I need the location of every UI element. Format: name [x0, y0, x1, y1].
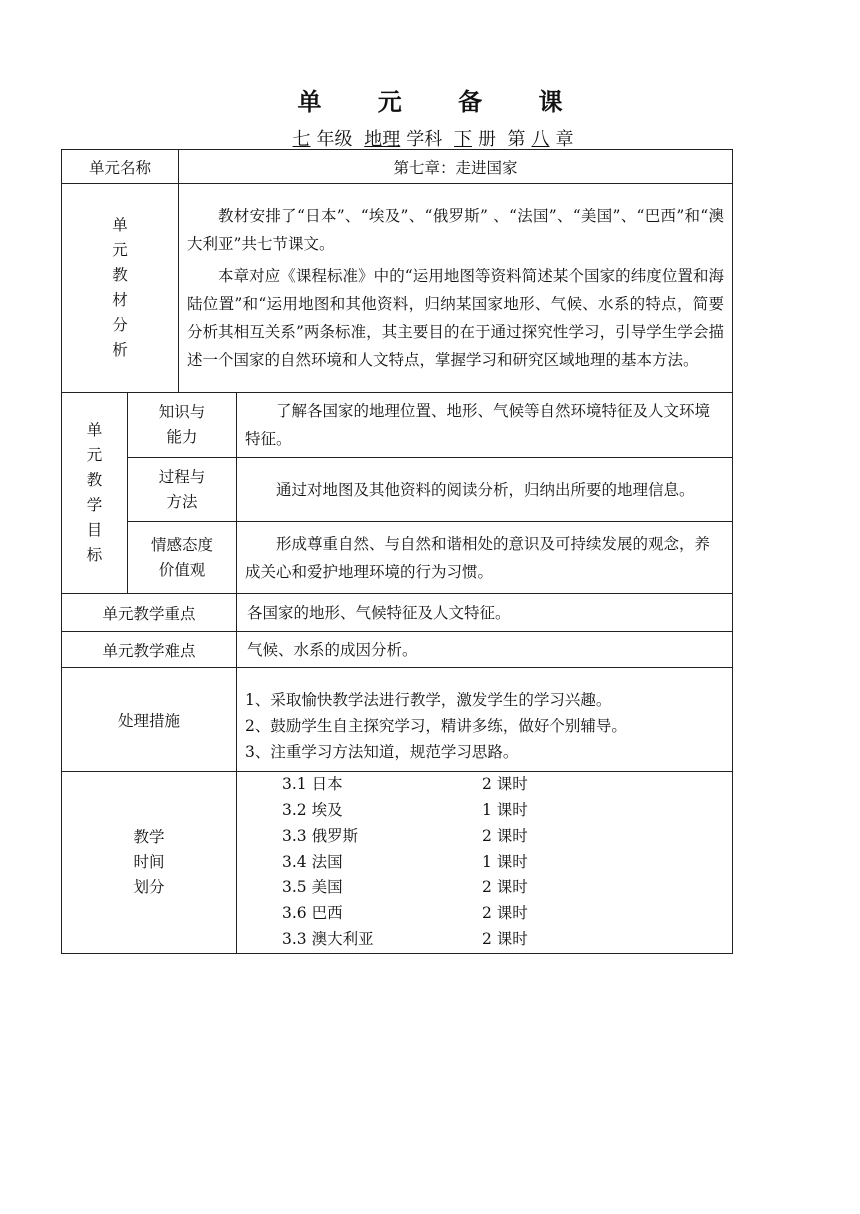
analysis-paragraph: 教材安排了“日本”、“埃及”、“俄罗斯” 、“法国”、“美国”、“巴西”和“澳大利亚”共七节课文。 — [187, 207, 725, 253]
material-analysis-row — [62, 184, 733, 393]
label-char: 教 — [86, 471, 103, 489]
unit-name-value: 第七章：走进国家 — [179, 150, 733, 184]
goal-text: 形成尊重自然、与自然和谐相处的意识及可持续发展的观念，养成关心和爱护地理环境的行为习惯。 — [245, 534, 711, 581]
unit-name-label: 单元名称 — [62, 150, 179, 184]
schedule-label-line: 划分 — [133, 878, 165, 896]
grade-value: 七 — [292, 129, 311, 150]
lesson-hours: 1 课时 — [482, 852, 528, 871]
schedule-content — [237, 772, 733, 954]
label-char: 分 — [112, 316, 128, 334]
difficulties-row — [62, 632, 733, 668]
label-char: 材 — [112, 291, 128, 309]
measure-item: 1、采取愉快教学法进行教学，激发学生的学习兴趣。 — [245, 690, 612, 709]
lesson-hours: 2 课时 — [482, 826, 528, 845]
key-points-label: 单元教学重点 — [62, 594, 237, 632]
lesson-name: 3.3 澳大利亚 — [282, 929, 374, 948]
lesson-hours: 2 课时 — [482, 904, 528, 923]
goal-type-line: 情感态度 — [151, 535, 214, 554]
lesson-hours: 1 课时 — [482, 801, 528, 819]
difficulties-text: 气候、水系的成因分析。 — [237, 632, 733, 668]
lesson-hours: 2 课时 — [482, 775, 528, 794]
lesson-name: 3.1 日本 — [282, 775, 343, 794]
subject-suffix: 学科 — [406, 129, 443, 150]
goal-row — [62, 458, 733, 522]
lesson-name: 3.3 俄罗斯 — [282, 826, 359, 845]
schedule-item — [282, 850, 732, 876]
label-char: 标 — [86, 546, 103, 564]
goal-text: 通过对地图及其他资料的阅读分析，归纳出所要的地理信息。 — [276, 480, 695, 499]
measures-content — [237, 668, 733, 772]
measures-label: 处理措施 — [62, 668, 237, 772]
schedule-label-line: 时间 — [133, 853, 165, 871]
goal-type-line: 过程与 — [158, 467, 206, 486]
label-char: 元 — [86, 446, 103, 464]
goal-type-line: 知识与 — [158, 403, 206, 421]
document-title: 单 元 备 课 — [297, 87, 587, 116]
lesson-name: 3.2 埃及 — [282, 801, 343, 819]
goal-type-label — [128, 393, 237, 458]
goal-type-label — [128, 458, 237, 522]
measures-row — [62, 668, 733, 772]
lesson-name: 3.4 法国 — [282, 852, 343, 871]
schedule-item — [282, 798, 732, 824]
teaching-goals-label — [62, 393, 128, 594]
goal-type-line: 能力 — [166, 428, 198, 446]
key-points-row — [62, 594, 733, 632]
difficulties-label: 单元教学难点 — [62, 632, 237, 668]
document-subtitle — [0, 125, 860, 151]
measure-item: 3、注重学习方法知道，规范学习思路。 — [245, 742, 519, 761]
schedule-item — [282, 824, 732, 850]
label-char: 学 — [86, 496, 103, 514]
schedule-item — [282, 772, 732, 798]
key-points-text: 各国家的地形、气候特征及人文特征。 — [237, 594, 733, 632]
lesson-hours: 2 课时 — [482, 878, 528, 897]
volume-suffix: 册 — [478, 129, 496, 150]
chapter-value: 八 — [531, 129, 550, 150]
schedule-item — [282, 901, 732, 927]
material-analysis-label — [62, 184, 179, 393]
schedule-label — [62, 772, 237, 954]
material-analysis-content — [179, 184, 733, 393]
label-char: 析 — [112, 341, 128, 359]
lesson-name: 3.5 美国 — [282, 878, 343, 897]
schedule-row — [62, 772, 733, 954]
schedule-item — [282, 927, 732, 953]
chapter-suffix: 章 — [555, 129, 574, 150]
goal-row — [62, 393, 733, 458]
lesson-hours: 2 课时 — [482, 929, 528, 948]
schedule-item — [282, 875, 732, 901]
label-char: 目 — [86, 521, 103, 539]
label-char: 元 — [112, 241, 128, 259]
schedule-label-line: 教学 — [133, 828, 165, 846]
unit-name-row — [62, 150, 733, 184]
goal-text-cell — [237, 522, 733, 594]
label-char: 单 — [86, 421, 103, 439]
lesson-plan-table — [61, 149, 733, 954]
goal-text-cell — [237, 458, 733, 522]
analysis-paragraph: 本章对应《课程标准》中的“运用地图等资料简述某个国家的纬度位置和海陆位置”和“运用地图和其他资料，归纳某国家地形、气候、水系的特点，简要分析其相互关系”两条标准，其主要目的在于通过探究性学习，引导学生学会描述一个国家的自然环境和人文特点，掌握学习和研究区域地理的基本方法。 — [187, 267, 725, 369]
lesson-name: 3.6 巴西 — [282, 904, 343, 923]
goal-row — [62, 522, 733, 594]
label-char: 教 — [112, 266, 128, 284]
measure-item: 2、鼓励学生自主探究学习，精讲多练，做好个别辅导。 — [245, 716, 627, 735]
goal-text: 了解各国家的地理位置、地形、气候等自然环境特征及人文环境特征。 — [245, 402, 711, 448]
label-char: 单 — [112, 216, 128, 234]
subject-value: 地理 — [364, 129, 401, 150]
goal-type-label — [128, 522, 237, 594]
goal-type-line: 方法 — [166, 492, 198, 511]
goal-type-line: 价值观 — [158, 560, 206, 579]
goal-text-cell — [237, 393, 733, 458]
volume-value: 下 — [454, 129, 472, 150]
chapter-prefix: 第 — [507, 129, 526, 150]
grade-suffix: 年级 — [316, 129, 353, 150]
